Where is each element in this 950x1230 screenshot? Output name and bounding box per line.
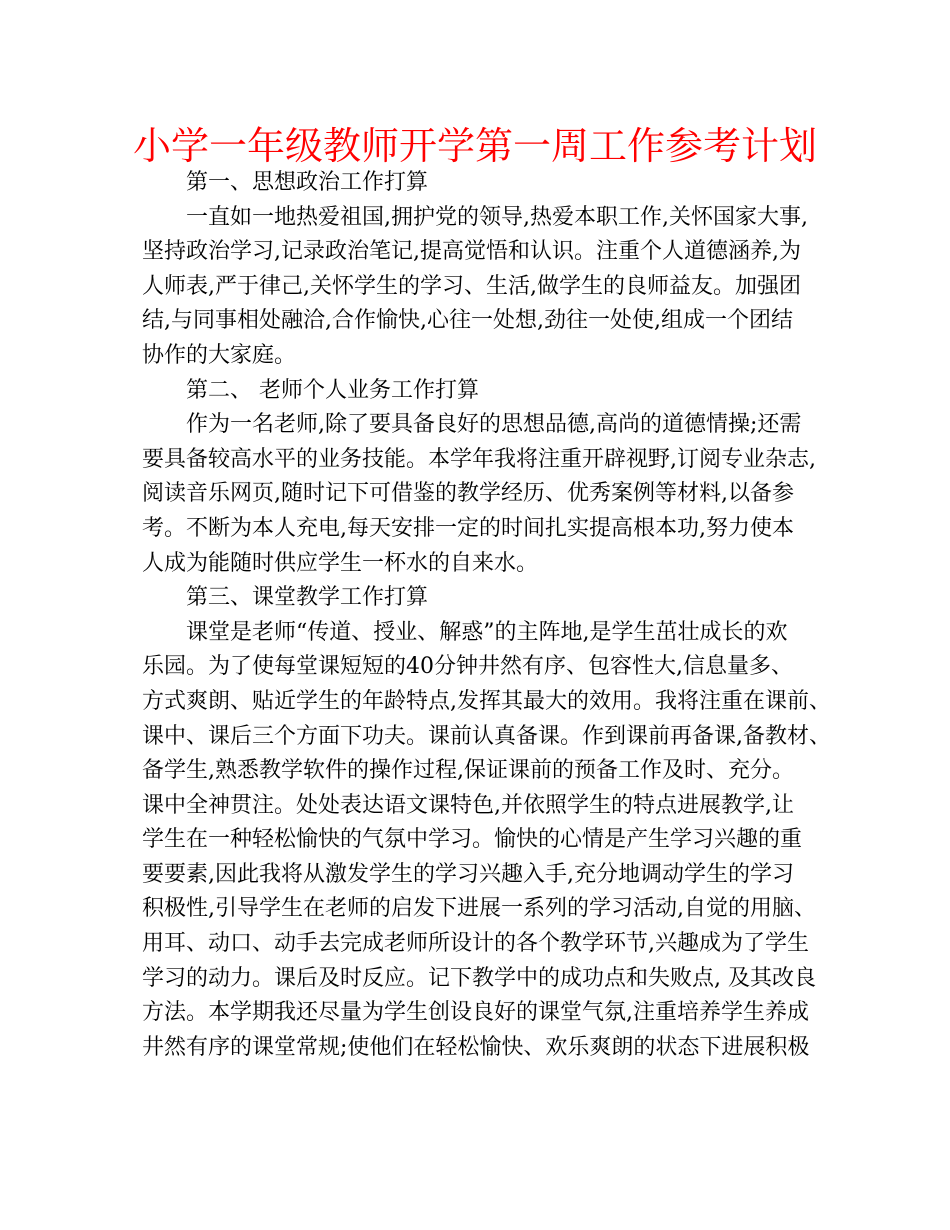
body-line: 协作的大家庭。 (142, 342, 297, 368)
body-line: 作为一名老师,除了要具备良好的思想品德,高尚的道德情操;还需 (186, 412, 802, 438)
body-line: 考。不断为本人充电,每天安排一定的时间扎实提高根本功,努力使本 (142, 515, 794, 541)
body-line: 井然有序的课堂常规;使他们在轻松愉快、欢乐爽朗的状态下进展积极 (142, 1034, 810, 1060)
body-line: 方式爽朗、贴近学生的年龄特点,发挥其最大的效用。我将注重在课前、 (142, 688, 831, 714)
body-line: 结,与同事相处融洽,合作愉快,心往一处想,劲往一处使,组成一个团结 (142, 308, 793, 334)
body-line: 课堂是老师“传道、授业、解惑”的主阵地,是学生茁壮成长的欢 (186, 619, 788, 645)
body-line: 用耳、动口、动手去完成老师所设计的各个教学环节,兴趣成为了学生 (142, 931, 809, 957)
body-line: 备学生,熟悉教学软件的操作过程,保证课前的预备工作及时、充分。 (142, 758, 794, 784)
body-line: 第三、课堂教学工作打算 (186, 585, 429, 611)
body-line: 坚持政治学习,记录政治笔记,提高觉悟和认识。注重个人道德涵养,为 (142, 239, 801, 265)
body-line: 课中全神贯注。处处表达语文课特色,并依照学生的特点进展教学,让 (142, 792, 794, 818)
body-line: 阅读音乐网页,随时记下可借鉴的教学经历、优秀案例等材料,以备参 (142, 481, 794, 507)
body-line: 一直如一地热爱祖国,拥护党的领导,热爱本职工作,关怀国家大事, (186, 204, 808, 230)
body-line: 课中、课后三个方面下功夫。课前认真备课。作到课前再备课,备教材、 (142, 723, 831, 749)
document-title: 小学一年级教师开学第一周工作参考计划 (132, 124, 817, 168)
body-line: 要要素,因此我将从激发学生的学习兴趣入手,充分地调动学生的学习 (142, 861, 794, 887)
body-line: 第一、思想政治工作打算 (186, 170, 429, 195)
body-line: 学生在一种轻松愉快的气氛中学习。愉快的心情是产生学习兴趣的重 (142, 827, 803, 853)
body-line: 方法。本学期我还尽量为学生创设良好的课堂气氛,注重培养学生养成 (142, 1000, 809, 1026)
body-line: 积极性,引导学生在老师的启发下进展一系列的学习活动,自觉的用脑、 (142, 896, 816, 922)
body-line: 要具备较高水平的业务技能。本学年我将注重开辟视野,订阅专业杂志, (142, 446, 816, 472)
body-line: 第二、 老师个人业务工作打算 (186, 377, 479, 403)
body-line: 人成为能随时供应学生一杯水的自来水。 (142, 550, 539, 576)
body-line: 人师表,严于律己,关怀学生的学习、生活,做学生的良师益友。加强团 (142, 273, 801, 299)
body-line: 乐园。为了使每堂课短短的40分钟井然有序、包容性大,信息量多、 (142, 654, 793, 680)
document-body (142, 166, 832, 1065)
body-line: 学习的动力。课后及时反应。记下教学中的成功点和失败点, 及其改良 (142, 965, 816, 991)
